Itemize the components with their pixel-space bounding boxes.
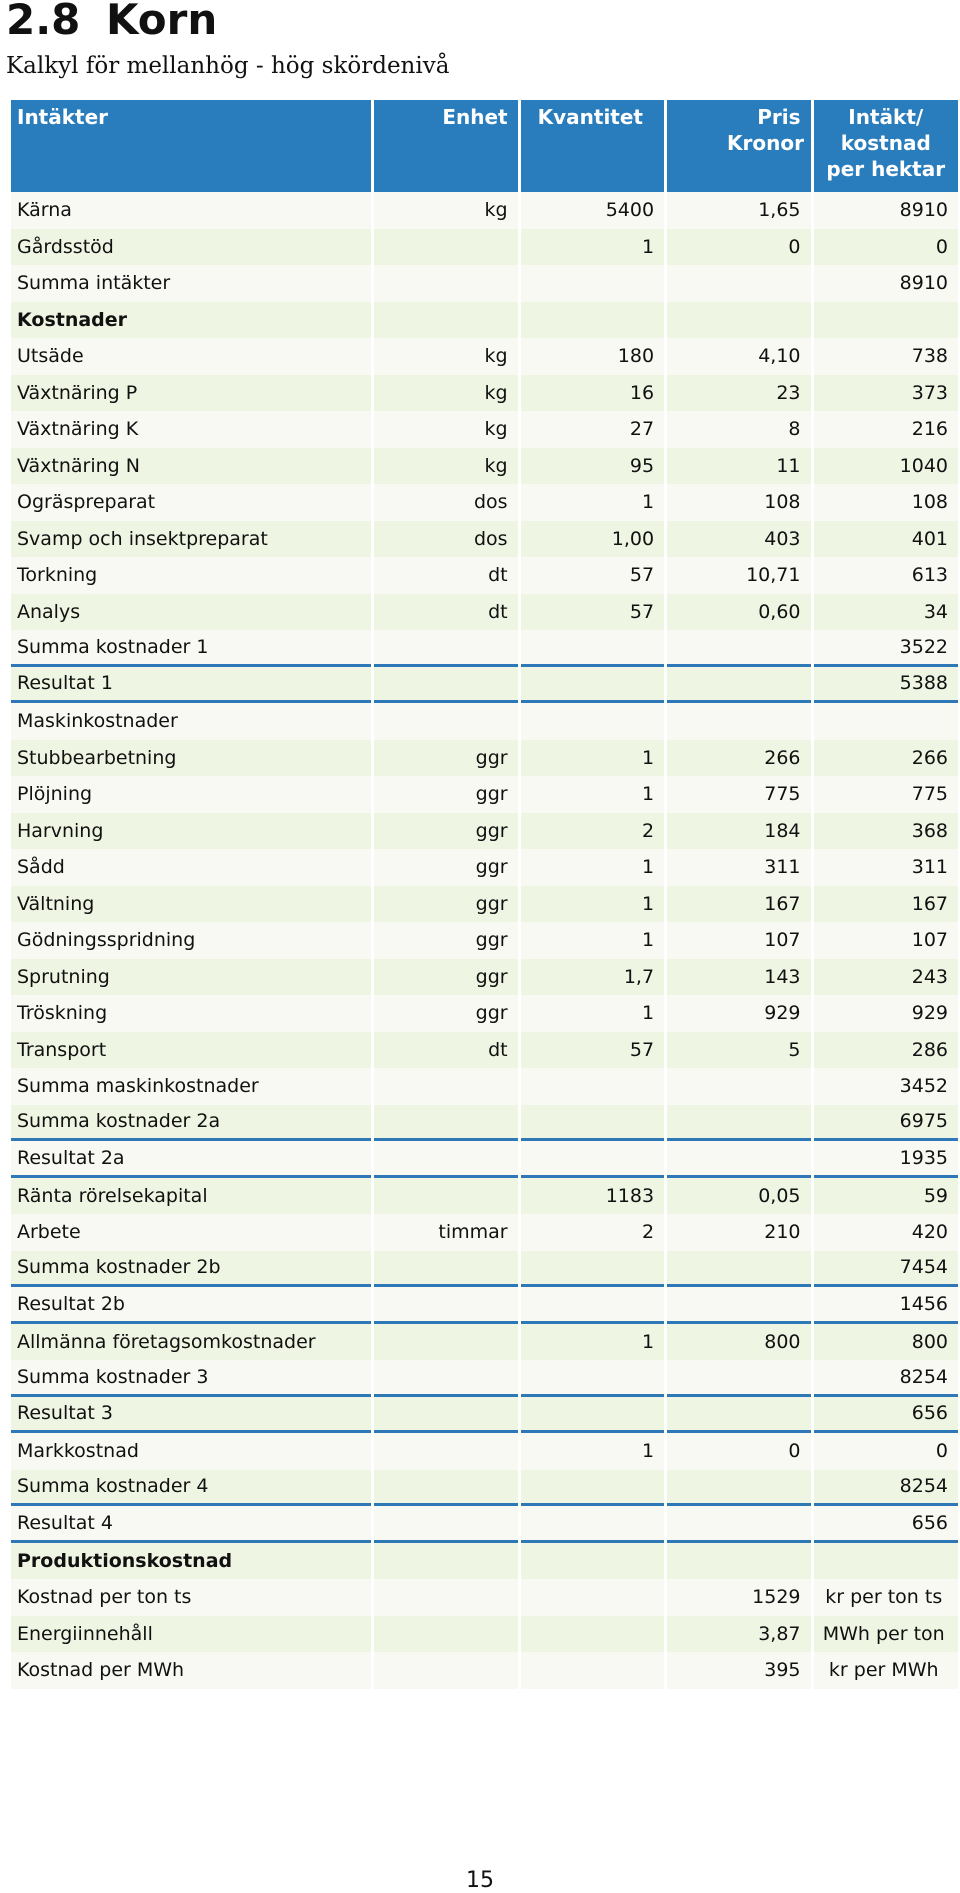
table-row: [11, 302, 958, 339]
table-row: [11, 594, 958, 631]
unit-cell: [374, 1141, 517, 1178]
unit-cell: kg: [374, 192, 517, 229]
price-cell: 5: [667, 1032, 810, 1069]
price-cell: [667, 1251, 810, 1288]
price-cell: 395: [667, 1652, 810, 1689]
table-row: [11, 886, 958, 923]
quantity-cell: 5400: [521, 192, 664, 229]
price-cell: 1,65: [667, 192, 810, 229]
price-cell: 8: [667, 411, 810, 448]
unit-cell: [374, 1397, 517, 1434]
total-cell: MWh per ton: [814, 1616, 959, 1653]
unit-cell: kg: [374, 338, 517, 375]
row-label: Resultat 3: [11, 1397, 371, 1434]
price-cell: 800: [667, 1324, 810, 1361]
quantity-cell: 27: [521, 411, 664, 448]
total-cell: kr per MWh: [814, 1652, 959, 1689]
row-label: Resultat 2a: [11, 1141, 371, 1178]
quantity-cell: 1: [521, 886, 664, 923]
total-cell: 1040: [814, 448, 959, 485]
row-label: Transport: [11, 1032, 371, 1069]
price-cell: 11: [667, 448, 810, 485]
unit-cell: ggr: [374, 849, 517, 886]
quantity-cell: [521, 1616, 664, 1653]
table-row: [11, 1214, 958, 1251]
price-cell: [667, 1105, 810, 1142]
total-cell: 656: [814, 1506, 959, 1543]
total-cell: 775: [814, 776, 959, 813]
table-row: [11, 922, 958, 959]
quantity-cell: [521, 1543, 664, 1580]
price-cell: 0: [667, 1433, 810, 1470]
row-label: Maskinkostnader: [11, 703, 371, 740]
row-label: Kostnad per ton ts: [11, 1579, 371, 1616]
quantity-cell: [521, 1397, 664, 1434]
table-row: [11, 740, 958, 777]
price-cell: 108: [667, 484, 810, 521]
unit-cell: [374, 1360, 517, 1397]
calculation-table: [8, 100, 960, 1689]
total-cell: 8254: [814, 1470, 959, 1507]
row-label: Stubbearbetning: [11, 740, 371, 777]
unit-cell: ggr: [374, 922, 517, 959]
row-label: Tröskning: [11, 995, 371, 1032]
table-row: [11, 229, 958, 266]
price-cell: 775: [667, 776, 810, 813]
row-label: Utsäde: [11, 338, 371, 375]
total-cell: 8910: [814, 192, 959, 229]
row-label: Resultat 4: [11, 1506, 371, 1543]
row-label: Summa kostnader 4: [11, 1470, 371, 1507]
price-cell: [667, 630, 810, 667]
section-number: 2.8: [6, 0, 81, 44]
unit-cell: ggr: [374, 886, 517, 923]
table-row: [11, 1068, 958, 1105]
row-label: Svamp och insektpreparat: [11, 521, 371, 558]
quantity-cell: 1: [521, 229, 664, 266]
price-cell: 4,10: [667, 338, 810, 375]
row-label: Summa kostnader 3: [11, 1360, 371, 1397]
price-cell: [667, 1470, 810, 1507]
row-label: Summa maskinkostnader: [11, 1068, 371, 1105]
table-header: [11, 100, 958, 192]
table-row: [11, 1032, 958, 1069]
table-row: [11, 1178, 958, 1215]
quantity-cell: [521, 703, 664, 740]
unit-cell: [374, 1068, 517, 1105]
unit-cell: timmar: [374, 1214, 517, 1251]
quantity-cell: [521, 1068, 664, 1105]
unit-cell: dt: [374, 1032, 517, 1069]
total-cell: kr per ton ts: [814, 1579, 959, 1616]
row-label: Kostnad per MWh: [11, 1652, 371, 1689]
quantity-cell: 1: [521, 484, 664, 521]
quantity-cell: 57: [521, 594, 664, 631]
unit-cell: [374, 1470, 517, 1507]
unit-cell: [374, 1251, 517, 1288]
unit-cell: [374, 1543, 517, 1580]
row-label: Arbete: [11, 1214, 371, 1251]
table-row: [11, 1543, 958, 1580]
total-cell: 8910: [814, 265, 959, 302]
unit-cell: dos: [374, 484, 517, 521]
table-row: [11, 1360, 958, 1397]
row-label: Resultat 1: [11, 667, 371, 704]
table-row: [11, 484, 958, 521]
quantity-cell: 1: [521, 740, 664, 777]
table-row: [11, 1141, 958, 1178]
quantity-cell: [521, 1579, 664, 1616]
price-cell: [667, 265, 810, 302]
unit-cell: kg: [374, 448, 517, 485]
quantity-cell: 1: [521, 849, 664, 886]
total-cell: 5388: [814, 667, 959, 704]
table-row: [11, 1105, 958, 1142]
total-cell: 3522: [814, 630, 959, 667]
total-cell: [814, 302, 959, 339]
unit-cell: [374, 1616, 517, 1653]
total-cell: [814, 1543, 959, 1580]
row-label: Summa kostnader 2a: [11, 1105, 371, 1142]
table-row: [11, 448, 958, 485]
row-label: Plöjning: [11, 776, 371, 813]
price-cell: 107: [667, 922, 810, 959]
total-cell: 1935: [814, 1141, 959, 1178]
unit-cell: [374, 265, 517, 302]
unit-cell: ggr: [374, 813, 517, 850]
quantity-cell: [521, 1141, 664, 1178]
quantity-cell: [521, 667, 664, 704]
row-label: Gödningsspridning: [11, 922, 371, 959]
quantity-cell: [521, 1652, 664, 1689]
row-label: Ränta rörelsekapital: [11, 1178, 371, 1215]
price-cell: [667, 302, 810, 339]
price-cell: 167: [667, 886, 810, 923]
row-label: Summa intäkter: [11, 265, 371, 302]
quantity-cell: [521, 1360, 664, 1397]
total-cell: 266: [814, 740, 959, 777]
total-cell: 368: [814, 813, 959, 850]
price-cell: 143: [667, 959, 810, 996]
price-cell: 0: [667, 229, 810, 266]
price-cell: [667, 1360, 810, 1397]
price-cell: [667, 1068, 810, 1105]
table-row: [11, 411, 958, 448]
unit-cell: [374, 667, 517, 704]
table-row: [11, 703, 958, 740]
row-label: Harvning: [11, 813, 371, 850]
row-label: Kärna: [11, 192, 371, 229]
total-cell: 7454: [814, 1251, 959, 1288]
unit-cell: ggr: [374, 995, 517, 1032]
header-row: [11, 100, 958, 192]
table-row: [11, 813, 958, 850]
table-row: [11, 1616, 958, 1653]
quantity-cell: 180: [521, 338, 664, 375]
total-cell: 311: [814, 849, 959, 886]
quantity-cell: 1: [521, 995, 664, 1032]
price-cell: [667, 1506, 810, 1543]
row-label: Produktionskostnad: [11, 1543, 371, 1580]
unit-cell: [374, 1105, 517, 1142]
price-cell: [667, 1397, 810, 1434]
quantity-cell: [521, 630, 664, 667]
unit-cell: [374, 1506, 517, 1543]
row-label: Markkostnad: [11, 1433, 371, 1470]
price-cell: 266: [667, 740, 810, 777]
table-row: [11, 1324, 958, 1361]
quantity-cell: [521, 1287, 664, 1324]
total-cell: 0: [814, 1433, 959, 1470]
unit-cell: [374, 1433, 517, 1470]
row-label: Växtnäring K: [11, 411, 371, 448]
unit-cell: [374, 703, 517, 740]
row-label: Växtnäring N: [11, 448, 371, 485]
header-intakt-kostnad: Intäkt/ kostnad per hektar: [814, 100, 959, 192]
unit-cell: kg: [374, 411, 517, 448]
quantity-cell: [521, 1105, 664, 1142]
price-cell: 0,05: [667, 1178, 810, 1215]
quantity-cell: 1: [521, 776, 664, 813]
total-cell: 0: [814, 229, 959, 266]
total-cell: [814, 703, 959, 740]
quantity-cell: 1,00: [521, 521, 664, 558]
quantity-cell: [521, 1251, 664, 1288]
unit-cell: [374, 1579, 517, 1616]
row-label: Resultat 2b: [11, 1287, 371, 1324]
unit-cell: dt: [374, 557, 517, 594]
price-cell: [667, 1141, 810, 1178]
page-number: 15: [466, 1868, 494, 1893]
quantity-cell: 1: [521, 1324, 664, 1361]
unit-cell: ggr: [374, 776, 517, 813]
table-row: [11, 667, 958, 704]
price-cell: 311: [667, 849, 810, 886]
row-label: Torkning: [11, 557, 371, 594]
price-cell: [667, 1543, 810, 1580]
unit-cell: [374, 1324, 517, 1361]
table-row: [11, 776, 958, 813]
price-cell: 210: [667, 1214, 810, 1251]
table-row: [11, 338, 958, 375]
quantity-cell: 95: [521, 448, 664, 485]
row-label: Summa kostnader 2b: [11, 1251, 371, 1288]
table-row: [11, 1251, 958, 1288]
price-cell: 10,71: [667, 557, 810, 594]
quantity-cell: [521, 302, 664, 339]
table-row: [11, 1433, 958, 1470]
row-label: Sådd: [11, 849, 371, 886]
section-title: Korn: [106, 0, 218, 44]
total-cell: 216: [814, 411, 959, 448]
unit-cell: [374, 1652, 517, 1689]
table-row: [11, 849, 958, 886]
row-label: Kostnader: [11, 302, 371, 339]
row-label: Växtnäring P: [11, 375, 371, 412]
table-row: [11, 995, 958, 1032]
total-cell: 34: [814, 594, 959, 631]
quantity-cell: [521, 1506, 664, 1543]
price-cell: 929: [667, 995, 810, 1032]
price-cell: 1529: [667, 1579, 810, 1616]
table-row: [11, 521, 958, 558]
total-cell: 108: [814, 484, 959, 521]
total-cell: 286: [814, 1032, 959, 1069]
table-row: [11, 1470, 958, 1507]
table-row: [11, 630, 958, 667]
total-cell: 373: [814, 375, 959, 412]
unit-cell: ggr: [374, 740, 517, 777]
unit-cell: kg: [374, 375, 517, 412]
quantity-cell: 16: [521, 375, 664, 412]
total-cell: 420: [814, 1214, 959, 1251]
row-label: Vältning: [11, 886, 371, 923]
unit-cell: [374, 1287, 517, 1324]
header-enhet: Enhet: [374, 100, 517, 192]
total-cell: 929: [814, 995, 959, 1032]
table-row: [11, 192, 958, 229]
quantity-cell: 1: [521, 922, 664, 959]
table-row: [11, 959, 958, 996]
header-pris: Pris Kronor: [667, 100, 810, 192]
section-heading: [6, 0, 218, 44]
price-cell: 3,87: [667, 1616, 810, 1653]
table-body: [11, 192, 958, 1689]
quantity-cell: 2: [521, 1214, 664, 1251]
row-label: Allmänna företagsomkostnader: [11, 1324, 371, 1361]
unit-cell: dos: [374, 521, 517, 558]
total-cell: 3452: [814, 1068, 959, 1105]
table-row: [11, 1397, 958, 1434]
total-cell: 243: [814, 959, 959, 996]
total-cell: 6975: [814, 1105, 959, 1142]
total-cell: 8254: [814, 1360, 959, 1397]
price-cell: 184: [667, 813, 810, 850]
unit-cell: [374, 229, 517, 266]
table-row: [11, 1652, 958, 1689]
price-cell: [667, 667, 810, 704]
quantity-cell: 1,7: [521, 959, 664, 996]
table-row: [11, 1287, 958, 1324]
total-cell: 1456: [814, 1287, 959, 1324]
quantity-cell: 57: [521, 1032, 664, 1069]
unit-cell: dt: [374, 594, 517, 631]
row-label: Sprutning: [11, 959, 371, 996]
quantity-cell: [521, 1470, 664, 1507]
table-row: [11, 265, 958, 302]
unit-cell: [374, 302, 517, 339]
table-row: [11, 1579, 958, 1616]
row-label: Energiinnehåll: [11, 1616, 371, 1653]
table-row: [11, 1506, 958, 1543]
unit-cell: ggr: [374, 959, 517, 996]
table-row: [11, 375, 958, 412]
price-cell: [667, 1287, 810, 1324]
quantity-cell: 2: [521, 813, 664, 850]
quantity-cell: 57: [521, 557, 664, 594]
unit-cell: [374, 630, 517, 667]
quantity-cell: 1: [521, 1433, 664, 1470]
total-cell: 107: [814, 922, 959, 959]
header-kvantitet: Kvantitet: [521, 100, 664, 192]
quantity-cell: 1183: [521, 1178, 664, 1215]
price-cell: 0,60: [667, 594, 810, 631]
table-subtitle: Kalkyl för mellanhög - hög skördenivå: [6, 53, 450, 79]
total-cell: 613: [814, 557, 959, 594]
row-label: Summa kostnader 1: [11, 630, 371, 667]
row-label: Analys: [11, 594, 371, 631]
price-cell: 403: [667, 521, 810, 558]
total-cell: 800: [814, 1324, 959, 1361]
row-label: Ogräspreparat: [11, 484, 371, 521]
price-cell: [667, 703, 810, 740]
total-cell: 656: [814, 1397, 959, 1434]
quantity-cell: [521, 265, 664, 302]
price-cell: 23: [667, 375, 810, 412]
total-cell: 59: [814, 1178, 959, 1215]
table-row: [11, 557, 958, 594]
total-cell: 401: [814, 521, 959, 558]
unit-cell: [374, 1178, 517, 1215]
row-label: Gårdsstöd: [11, 229, 371, 266]
header-intakter: Intäkter: [11, 100, 371, 192]
total-cell: 738: [814, 338, 959, 375]
total-cell: 167: [814, 886, 959, 923]
